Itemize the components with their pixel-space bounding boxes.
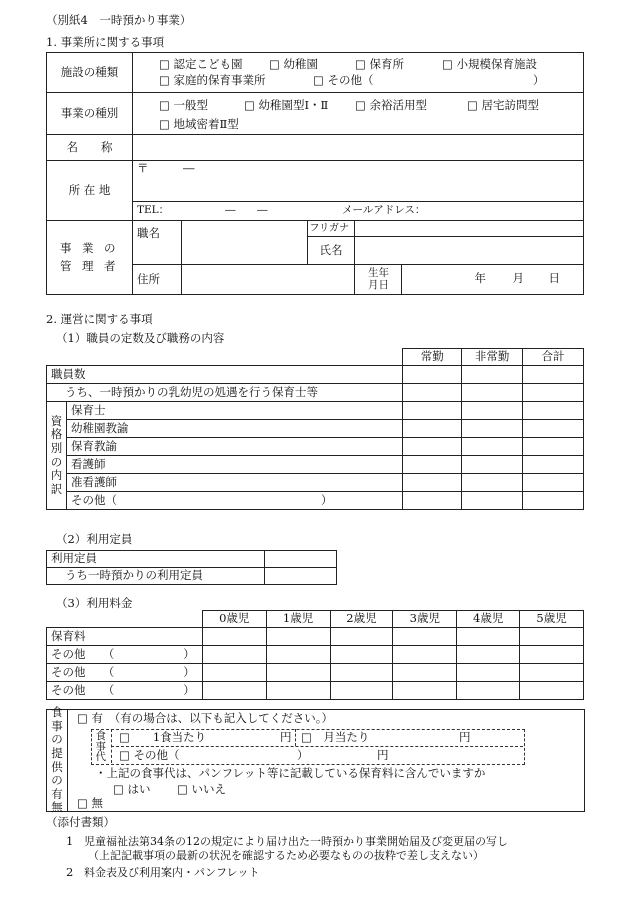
fee-table	[46, 610, 584, 700]
cell[interactable]	[523, 402, 584, 420]
furigana-field[interactable]	[355, 221, 584, 237]
qual-row-label: 准看護師	[66, 474, 402, 492]
cell[interactable]	[403, 456, 462, 474]
meal-other-close: ）	[297, 748, 309, 762]
option-home-nursery[interactable]: □ 家庭的保育事業所	[158, 72, 266, 87]
option-nursery[interactable]: □ 保育所	[354, 56, 404, 71]
year-label: 年	[474, 271, 486, 285]
birth-cell	[355, 265, 584, 295]
cell[interactable]	[462, 366, 523, 384]
tel-dash-1: ―	[224, 204, 236, 216]
tel-dash-2: ―	[256, 204, 268, 216]
cell[interactable]	[523, 474, 584, 492]
cell[interactable]	[403, 492, 462, 510]
attachment-1-no: 1	[66, 834, 74, 848]
qual-row-label: 保育士	[66, 402, 402, 420]
meal-other-option[interactable]: □ その他（	[119, 748, 180, 762]
cell[interactable]	[403, 420, 462, 438]
cell[interactable]	[202, 646, 266, 664]
email-label: メールアドレス：	[341, 204, 426, 216]
cell[interactable]	[462, 474, 523, 492]
per-meal-option[interactable]: □ 1食当たり	[119, 730, 207, 744]
cell[interactable]	[520, 664, 584, 682]
option-nintei[interactable]: □ 認定こども園	[158, 56, 243, 71]
option-home-visit[interactable]: □ 居宅訪問型	[466, 97, 539, 112]
meal-no-option[interactable]: □ 無	[77, 796, 104, 810]
cell[interactable]	[457, 646, 520, 664]
cell[interactable]	[523, 420, 584, 438]
cell[interactable]	[520, 682, 584, 700]
cell[interactable]	[523, 384, 584, 402]
attachment-1-line1: 児童福祉法第34条の12の規定により届け出た一時預かり事業開始届及び変更届の写し	[84, 835, 508, 848]
birth-field[interactable]	[402, 265, 583, 294]
col-fulltime: 常勤	[403, 349, 462, 366]
position-label: 職名	[132, 221, 181, 265]
yen-1: 円	[280, 730, 292, 744]
cell[interactable]	[266, 682, 330, 700]
person-name-label: 氏名	[307, 237, 355, 265]
doc-title: （別紙4 一時預かり事業）	[46, 13, 192, 27]
cell[interactable]	[462, 420, 523, 438]
cell[interactable]	[265, 568, 337, 585]
postal-mark: 〒	[136, 161, 149, 175]
qual-row-label: 保育教諭	[66, 438, 402, 456]
business-type-label: 事業の種別	[47, 93, 133, 135]
birth-label: 生年月日	[355, 265, 402, 294]
cell[interactable]	[457, 628, 520, 646]
qual-row-label: 看護師	[66, 456, 402, 474]
staff-table	[46, 348, 584, 510]
contact-field[interactable]	[132, 202, 583, 221]
yen-2: 円	[459, 730, 471, 744]
tel-label: TEL：	[136, 204, 170, 216]
cell[interactable]	[266, 664, 330, 682]
cell[interactable]	[403, 402, 462, 420]
cell[interactable]	[202, 664, 266, 682]
cell[interactable]	[462, 456, 523, 474]
address-field[interactable]	[132, 161, 583, 202]
meal-question: ・上記の食事代は、パンフレット等に記載している保育料に含んでいますか	[95, 766, 486, 780]
furigana-label: フリガナ	[307, 221, 355, 237]
attachments-heading: （添付書類）	[46, 815, 115, 829]
section-1-heading: 1. 事業所に関する事項	[46, 35, 165, 49]
cell[interactable]	[330, 628, 393, 646]
fee-row-label: その他 （ ）	[47, 646, 203, 664]
col-age-1: 1歳児	[266, 611, 330, 628]
day-label: 日	[548, 271, 560, 285]
qual-row-label: 幼稚園教諭	[66, 420, 402, 438]
option-surplus[interactable]: □ 余裕活用型	[354, 97, 427, 112]
option-small-nursery[interactable]: □ 小規模保育施設	[441, 56, 537, 71]
meal-box	[46, 705, 585, 815]
manager-label: 事 業 の 管 理 者	[47, 221, 133, 295]
facility-type-options	[132, 53, 583, 93]
yen-3: 円	[377, 748, 389, 762]
cell[interactable]	[330, 682, 393, 700]
col-total: 合計	[523, 349, 584, 366]
col-age-3: 3歳児	[393, 611, 457, 628]
facility-table	[46, 52, 584, 295]
attachment-1-line2: （上記記載事項の最新の状況を確認するため必要なものの抜粋で差し支えない）	[88, 849, 484, 862]
cell[interactable]	[462, 402, 523, 420]
cell[interactable]	[393, 628, 457, 646]
position-field[interactable]	[181, 221, 307, 265]
cell[interactable]	[523, 366, 584, 384]
cell[interactable]	[202, 628, 266, 646]
qual-label: 資格別の内訳	[47, 402, 67, 510]
answer-yes[interactable]: □ はい	[113, 782, 151, 796]
fee-row-label: その他 （ ）	[47, 682, 203, 700]
cell[interactable]	[266, 628, 330, 646]
col-age-5: 5歳児	[520, 611, 584, 628]
fee-row-label: その他 （ ）	[47, 664, 203, 682]
name-label: 名 称	[47, 135, 133, 161]
section-2-heading: 2. 運営に関する事項	[46, 312, 153, 326]
attachment-2: 料金表及び利用案内・パンフレット	[84, 866, 260, 879]
cell[interactable]	[403, 474, 462, 492]
residence-label: 住所	[132, 265, 181, 295]
staff-total-label: 職員数	[47, 366, 403, 384]
cell[interactable]	[393, 646, 457, 664]
month-label: 月	[512, 271, 524, 285]
cell[interactable]	[457, 664, 520, 682]
business-type-options	[132, 93, 583, 135]
cell[interactable]	[265, 551, 337, 568]
option-other[interactable]: □ その他（	[312, 72, 374, 87]
postal-dash: ―	[182, 161, 195, 175]
col-age-0: 0歳児	[202, 611, 266, 628]
cell[interactable]	[462, 384, 523, 402]
cell[interactable]	[523, 438, 584, 456]
cell[interactable]	[523, 456, 584, 474]
cell[interactable]	[330, 646, 393, 664]
capacity-label: 利用定員	[47, 551, 265, 568]
option-general[interactable]: □ 一般型	[158, 97, 208, 112]
col-parttime: 非常勤	[462, 349, 523, 366]
answer-no[interactable]: □ いいえ	[177, 782, 227, 796]
meal-label: 食事の提供の有無	[47, 710, 68, 811]
staff-heading: （1）職員の定数及び職務の内容	[56, 331, 225, 345]
address-label: 所 在 地	[47, 161, 133, 221]
cell[interactable]	[523, 492, 584, 510]
capacity-heading: （2）利用定員	[56, 532, 133, 546]
option-kindergarten-type[interactable]: □ 幼稚園型Ⅰ・Ⅱ	[243, 97, 329, 112]
cell[interactable]	[462, 492, 523, 510]
cell[interactable]	[330, 664, 393, 682]
staff-sub-label: うち、一時預かりの乳幼児の処遇を行う保育士等	[47, 384, 403, 402]
option-other-close: ）	[532, 72, 545, 87]
col-age-2: 2歳児	[330, 611, 393, 628]
col-age-4: 4歳児	[457, 611, 520, 628]
cell[interactable]	[520, 646, 584, 664]
cell[interactable]	[393, 664, 457, 682]
person-name-field[interactable]	[355, 237, 584, 265]
qual-row-other: その他（ ）	[66, 492, 402, 510]
cell[interactable]	[202, 682, 266, 700]
cell[interactable]	[457, 682, 520, 700]
meal-yes-option[interactable]: □ 有 （有の場合は、以下も記入してください。）	[77, 711, 334, 725]
cell[interactable]	[462, 438, 523, 456]
attachment-2-no: 2	[66, 865, 74, 879]
option-community[interactable]: □ 地域密着Ⅱ型	[158, 116, 239, 131]
meal-fee-label: 食事代	[95, 730, 106, 764]
cell[interactable]	[520, 628, 584, 646]
cell[interactable]	[403, 438, 462, 456]
cell[interactable]	[403, 366, 462, 384]
fee-heading: （3）利用料金	[56, 596, 133, 610]
residence-field[interactable]	[181, 265, 355, 295]
option-kindergarten[interactable]: □ 幼稚園	[268, 56, 318, 71]
cell[interactable]	[403, 384, 462, 402]
capacity-temp-label: うち一時預かりの利用定員	[47, 568, 265, 585]
fee-row-label: 保育料	[47, 628, 203, 646]
cell[interactable]	[393, 682, 457, 700]
name-field[interactable]	[132, 135, 583, 161]
facility-type-label: 施設の種類	[47, 53, 133, 93]
capacity-table	[46, 550, 337, 585]
per-month-option[interactable]: □ 月当たり	[301, 730, 370, 744]
cell[interactable]	[266, 646, 330, 664]
